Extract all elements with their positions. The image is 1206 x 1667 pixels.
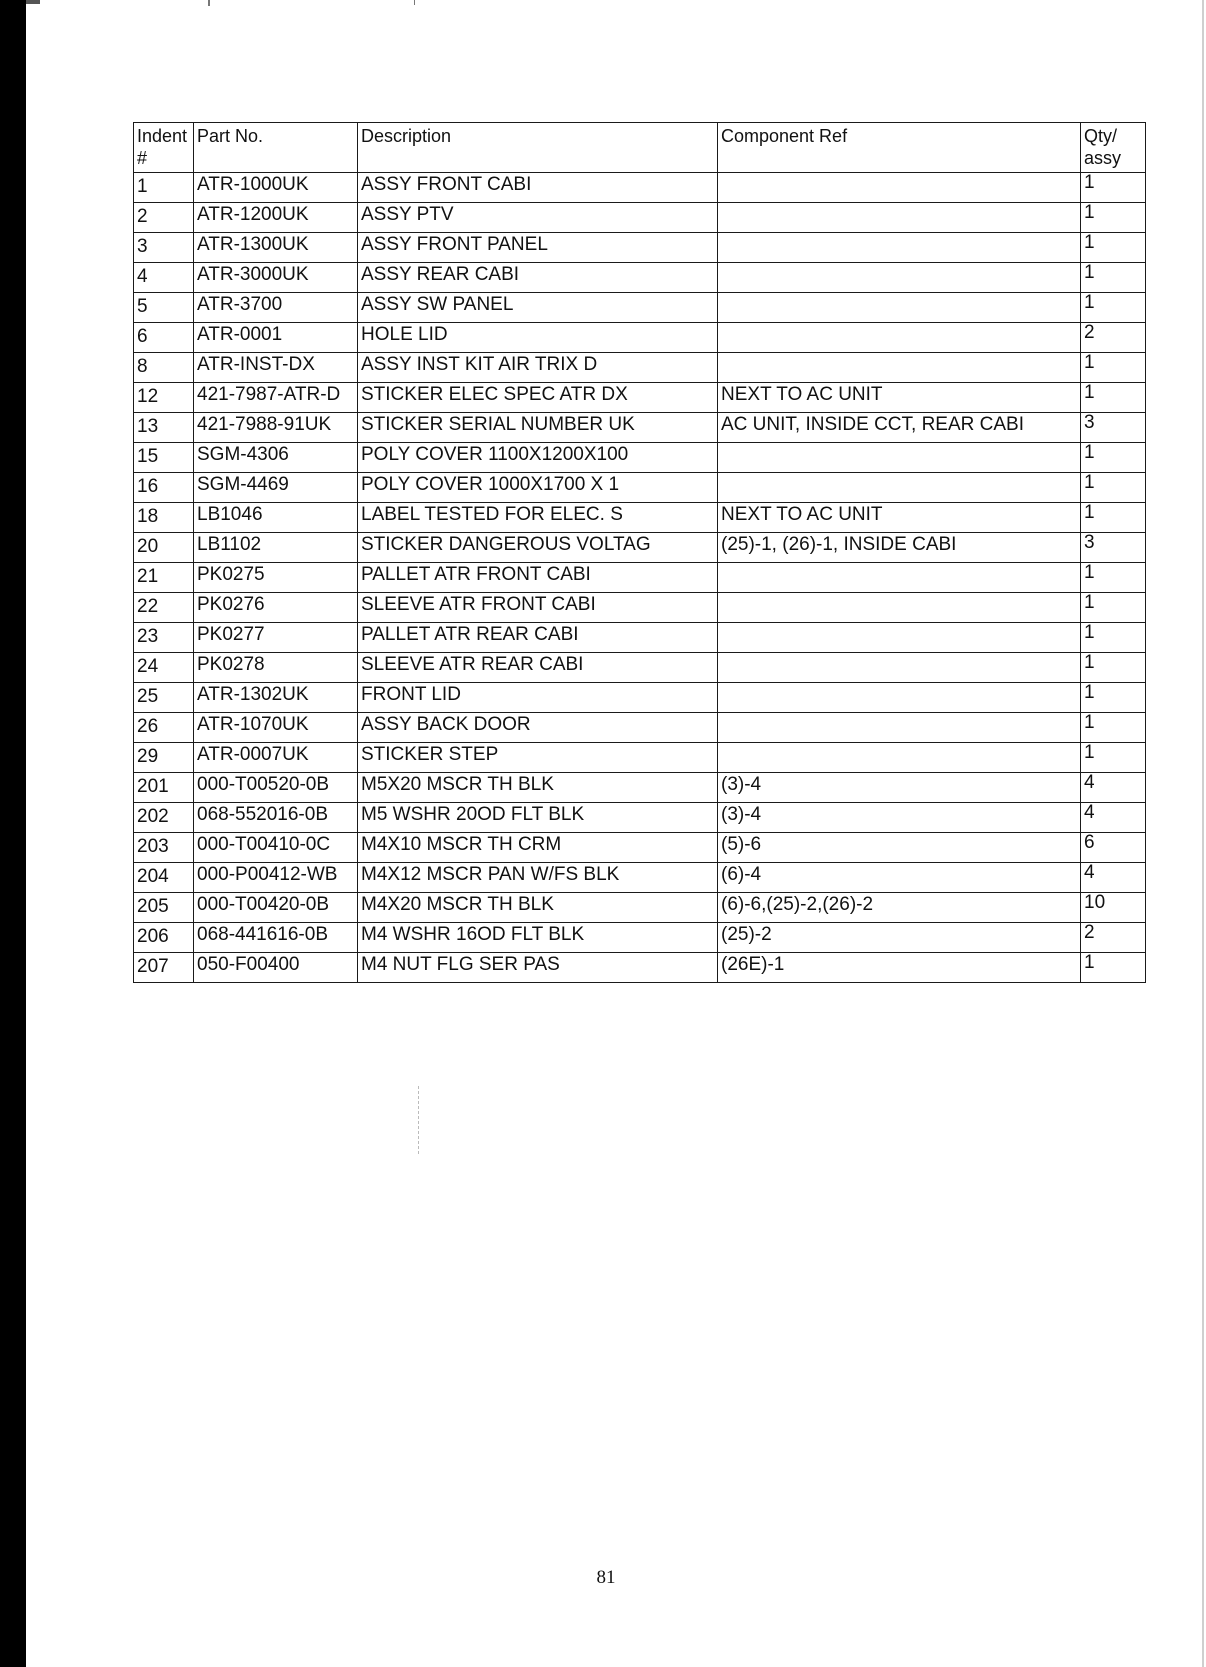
table-row (134, 923, 1146, 953)
description-cell: ASSY FRONT CABI (358, 173, 718, 203)
part-no-cell: ATR-1070UK (194, 713, 358, 743)
description-cell: LABEL TESTED FOR ELEC. S (358, 503, 718, 533)
qty-cell: 1 (1081, 713, 1146, 743)
description-cell: ASSY PTV (358, 203, 718, 233)
qty-cell: 1 (1081, 623, 1146, 653)
header-component-ref: Component Ref (718, 123, 1081, 173)
description-cell: STICKER STEP (358, 743, 718, 773)
table-row (134, 623, 1146, 653)
description-cell: HOLE LID (358, 323, 718, 353)
description-cell: ASSY BACK DOOR (358, 713, 718, 743)
part-no-cell: SGM-4469 (194, 473, 358, 503)
component-ref-cell: (6)-6,(25)-2,(26)-2 (718, 893, 1081, 923)
qty-cell: 2 (1081, 923, 1146, 953)
qty-cell: 1 (1081, 503, 1146, 533)
part-no-cell: 068-441616-0B (194, 923, 358, 953)
indent-cell: 21 (134, 563, 194, 593)
part-no-cell: ATR-3000UK (194, 263, 358, 293)
scan-dotted-mark (418, 1086, 420, 1154)
table-row (134, 833, 1146, 863)
qty-cell: 3 (1081, 533, 1146, 563)
part-no-cell: 421-7987-ATR-D (194, 383, 358, 413)
indent-cell: 1 (134, 173, 194, 203)
parts-list-table (133, 122, 1146, 983)
header-description: Description (358, 123, 718, 173)
description-cell: M4X20 MSCR TH BLK (358, 893, 718, 923)
description-cell: M5X20 MSCR TH BLK (358, 773, 718, 803)
description-cell: ASSY SW PANEL (358, 293, 718, 323)
qty-cell: 10 (1081, 893, 1146, 923)
component-ref-cell: (25)-2 (718, 923, 1081, 953)
description-cell: SLEEVE ATR FRONT CABI (358, 593, 718, 623)
table-row (134, 203, 1146, 233)
description-cell: M4 NUT FLG SER PAS (358, 953, 718, 983)
description-cell: M4 WSHR 16OD FLT BLK (358, 923, 718, 953)
part-no-cell: PK0275 (194, 563, 358, 593)
indent-cell: 8 (134, 353, 194, 383)
indent-cell: 204 (134, 863, 194, 893)
table-row (134, 593, 1146, 623)
scan-artifact (0, 0, 60, 4)
indent-cell: 26 (134, 713, 194, 743)
component-ref-cell: (25)-1, (26)-1, INSIDE CABI (718, 533, 1081, 563)
table-row (134, 773, 1146, 803)
component-ref-cell (718, 233, 1081, 263)
table-row (134, 413, 1146, 443)
component-ref-cell: (3)-4 (718, 803, 1081, 833)
scan-speck (414, 0, 415, 5)
table-row (134, 893, 1146, 923)
table-row (134, 683, 1146, 713)
indent-cell: 206 (134, 923, 194, 953)
component-ref-cell (718, 743, 1081, 773)
component-ref-cell (718, 563, 1081, 593)
component-ref-cell (718, 293, 1081, 323)
qty-cell: 1 (1081, 653, 1146, 683)
part-no-cell: 000-P00412-WB (194, 863, 358, 893)
part-no-cell: 421-7988-91UK (194, 413, 358, 443)
description-cell: SLEEVE ATR REAR CABI (358, 653, 718, 683)
table-row (134, 383, 1146, 413)
component-ref-cell (718, 353, 1081, 383)
description-cell: ASSY REAR CABI (358, 263, 718, 293)
qty-cell: 1 (1081, 203, 1146, 233)
table-row (134, 173, 1146, 203)
table-row (134, 563, 1146, 593)
description-cell: M4X10 MSCR TH CRM (358, 833, 718, 863)
qty-cell: 1 (1081, 233, 1146, 263)
part-no-cell: 000-T00410-0C (194, 833, 358, 863)
table-row (134, 953, 1146, 983)
indent-cell: 201 (134, 773, 194, 803)
indent-cell: 22 (134, 593, 194, 623)
table-row (134, 233, 1146, 263)
qty-cell: 1 (1081, 353, 1146, 383)
qty-cell: 1 (1081, 563, 1146, 593)
part-no-cell: ATR-0007UK (194, 743, 358, 773)
indent-cell: 13 (134, 413, 194, 443)
component-ref-cell (718, 623, 1081, 653)
indent-cell: 12 (134, 383, 194, 413)
indent-cell: 5 (134, 293, 194, 323)
qty-cell: 1 (1081, 743, 1146, 773)
component-ref-cell (718, 203, 1081, 233)
qty-cell: 4 (1081, 803, 1146, 833)
qty-cell: 1 (1081, 953, 1146, 983)
part-no-cell: ATR-1300UK (194, 233, 358, 263)
part-no-cell: ATR-1302UK (194, 683, 358, 713)
page-number: 81 (596, 1567, 616, 1588)
table-row (134, 473, 1146, 503)
indent-cell: 205 (134, 893, 194, 923)
table-row (134, 443, 1146, 473)
table-row (134, 713, 1146, 743)
qty-cell: 1 (1081, 443, 1146, 473)
part-no-cell: ATR-0001 (194, 323, 358, 353)
indent-cell: 29 (134, 743, 194, 773)
table-row (134, 653, 1146, 683)
indent-cell: 203 (134, 833, 194, 863)
description-cell: POLY COVER 1100X1200X100 (358, 443, 718, 473)
description-cell: POLY COVER 1000X1700 X 1 (358, 473, 718, 503)
part-no-cell: SGM-4306 (194, 443, 358, 473)
indent-cell: 207 (134, 953, 194, 983)
table-row (134, 863, 1146, 893)
component-ref-cell: NEXT TO AC UNIT (718, 383, 1081, 413)
part-no-cell: PK0278 (194, 653, 358, 683)
table-row (134, 293, 1146, 323)
indent-cell: 20 (134, 533, 194, 563)
part-no-cell: PK0276 (194, 593, 358, 623)
header-indent: Indent # (134, 123, 194, 173)
indent-cell: 18 (134, 503, 194, 533)
description-cell: FRONT LID (358, 683, 718, 713)
part-no-cell: 050-F00400 (194, 953, 358, 983)
scan-edge-line (1202, 0, 1204, 1667)
qty-cell: 1 (1081, 473, 1146, 503)
table-header-row (134, 123, 1146, 173)
table-row (134, 533, 1146, 563)
qty-cell: 1 (1081, 593, 1146, 623)
component-ref-cell (718, 653, 1081, 683)
indent-cell: 6 (134, 323, 194, 353)
table-row (134, 353, 1146, 383)
component-ref-cell: (26E)-1 (718, 953, 1081, 983)
table-row (134, 503, 1146, 533)
component-ref-cell: NEXT TO AC UNIT (718, 503, 1081, 533)
qty-cell: 1 (1081, 383, 1146, 413)
indent-cell: 202 (134, 803, 194, 833)
qty-cell: 4 (1081, 863, 1146, 893)
component-ref-cell (718, 593, 1081, 623)
part-no-cell: ATR-1000UK (194, 173, 358, 203)
indent-cell: 25 (134, 683, 194, 713)
description-cell: M4X12 MSCR PAN W/FS BLK (358, 863, 718, 893)
indent-cell: 24 (134, 653, 194, 683)
qty-cell: 6 (1081, 833, 1146, 863)
table-row (134, 263, 1146, 293)
component-ref-cell (718, 173, 1081, 203)
qty-cell: 1 (1081, 683, 1146, 713)
qty-cell: 2 (1081, 323, 1146, 353)
part-no-cell: LB1102 (194, 533, 358, 563)
description-cell: STICKER SERIAL NUMBER UK (358, 413, 718, 443)
table-row (134, 323, 1146, 353)
table-row (134, 743, 1146, 773)
part-no-cell: LB1046 (194, 503, 358, 533)
header-part-no: Part No. (194, 123, 358, 173)
table-row (134, 803, 1146, 833)
part-no-cell: ATR-INST-DX (194, 353, 358, 383)
qty-cell: 1 (1081, 173, 1146, 203)
component-ref-cell (718, 263, 1081, 293)
component-ref-cell: (6)-4 (718, 863, 1081, 893)
scan-border (0, 0, 26, 1667)
part-no-cell: ATR-1200UK (194, 203, 358, 233)
component-ref-cell (718, 683, 1081, 713)
indent-cell: 23 (134, 623, 194, 653)
indent-cell: 16 (134, 473, 194, 503)
description-cell: PALLET ATR REAR CABI (358, 623, 718, 653)
indent-cell: 15 (134, 443, 194, 473)
description-cell: STICKER ELEC SPEC ATR DX (358, 383, 718, 413)
component-ref-cell (718, 473, 1081, 503)
qty-cell: 4 (1081, 773, 1146, 803)
component-ref-cell (718, 323, 1081, 353)
description-cell: ASSY FRONT PANEL (358, 233, 718, 263)
component-ref-cell: (5)-6 (718, 833, 1081, 863)
part-no-cell: 068-552016-0B (194, 803, 358, 833)
part-no-cell: 000-T00420-0B (194, 893, 358, 923)
table-body (134, 173, 1146, 983)
scan-speck (208, 0, 210, 6)
indent-cell: 3 (134, 233, 194, 263)
component-ref-cell: (3)-4 (718, 773, 1081, 803)
description-cell: M5 WSHR 20OD FLT BLK (358, 803, 718, 833)
qty-cell: 1 (1081, 263, 1146, 293)
qty-cell: 1 (1081, 293, 1146, 323)
description-cell: PALLET ATR FRONT CABI (358, 563, 718, 593)
description-cell: ASSY INST KIT AIR TRIX D (358, 353, 718, 383)
part-no-cell: PK0277 (194, 623, 358, 653)
description-cell: STICKER DANGEROUS VOLTAG (358, 533, 718, 563)
component-ref-cell (718, 443, 1081, 473)
qty-cell: 3 (1081, 413, 1146, 443)
indent-cell: 4 (134, 263, 194, 293)
header-qty: Qty/ assy (1081, 123, 1146, 173)
component-ref-cell: AC UNIT, INSIDE CCT, REAR CABI (718, 413, 1081, 443)
part-no-cell: ATR-3700 (194, 293, 358, 323)
part-no-cell: 000-T00520-0B (194, 773, 358, 803)
component-ref-cell (718, 713, 1081, 743)
indent-cell: 2 (134, 203, 194, 233)
